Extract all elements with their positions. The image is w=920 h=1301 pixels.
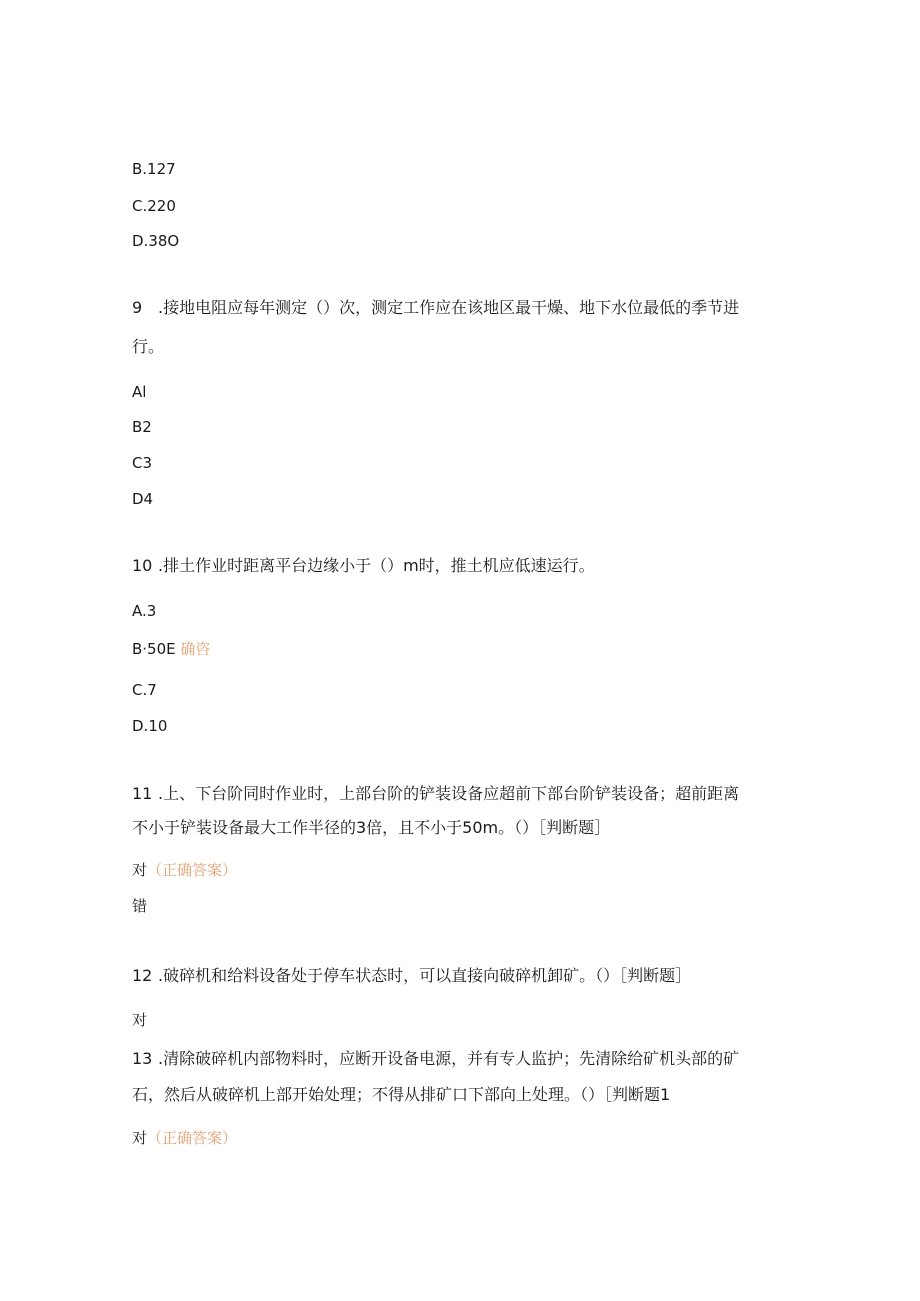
question-12 bbox=[132, 966, 691, 986]
answer-hint: （正确答案） bbox=[147, 1129, 238, 1147]
option-d: D.38O bbox=[132, 232, 180, 250]
question-13-continued: 石，然后从破碎机上部开始处理；不得从排矿口下部向上处理。（）［判断题1 bbox=[132, 1085, 671, 1104]
option-a: A.3 bbox=[132, 602, 157, 620]
option-false: 错 bbox=[132, 897, 148, 915]
option-a: Al bbox=[132, 383, 147, 401]
option-b bbox=[132, 639, 210, 659]
answer-hint: 确咨 bbox=[180, 640, 211, 658]
question-number: 9 bbox=[132, 298, 143, 317]
question-11-continued: 不小于铲装设备最大工作半径的3倍，且不小于50m。（）［判断题］ bbox=[132, 818, 611, 837]
option-b: B.127 bbox=[132, 160, 176, 178]
option-c: C.7 bbox=[132, 681, 157, 699]
question-13 bbox=[132, 1049, 739, 1069]
question-number: 12 bbox=[132, 966, 153, 985]
option-c: C.220 bbox=[132, 197, 176, 215]
question-text: .上、下台阶同时作业时，上部台阶的铲装设备应超前下部台阶铲装设备；超前距离 bbox=[158, 784, 740, 803]
option-label: 对 bbox=[132, 1129, 148, 1147]
question-number: 10 bbox=[132, 556, 153, 575]
option-c: C3 bbox=[132, 454, 153, 472]
answer-hint: （正确答案） bbox=[147, 861, 238, 879]
question-text: .排土作业时距离平台边缘小于（）m时，推土机应低速运行。 bbox=[158, 556, 595, 575]
question-text: .破碎机和给料设备处于停车状态时，可以直接向破碎机卸矿。（）［判断题］ bbox=[158, 966, 692, 985]
option-label: 对 bbox=[132, 861, 148, 879]
question-9-continued: 行。 bbox=[132, 337, 165, 356]
question-10 bbox=[132, 556, 595, 576]
option-d: D4 bbox=[132, 490, 154, 508]
option-true bbox=[132, 860, 237, 880]
question-text: .清除破碎机内部物料时，应断开设备电源，并有专人监护；先清除给矿机头部的矿 bbox=[158, 1049, 740, 1068]
question-number: 11 bbox=[132, 784, 153, 803]
question-text: .接地电阻应每年测定（）次，测定工作应在该地区最干燥、地下水位最低的季节进 bbox=[158, 298, 740, 317]
option-true bbox=[132, 1128, 237, 1148]
option-d: D.10 bbox=[132, 717, 168, 735]
question-9 bbox=[132, 298, 739, 318]
question-number: 13 bbox=[132, 1049, 153, 1068]
option-label: B·50E bbox=[132, 640, 176, 658]
question-11 bbox=[132, 784, 739, 804]
option-b: B2 bbox=[132, 418, 152, 436]
option-true: 对 bbox=[132, 1011, 148, 1029]
